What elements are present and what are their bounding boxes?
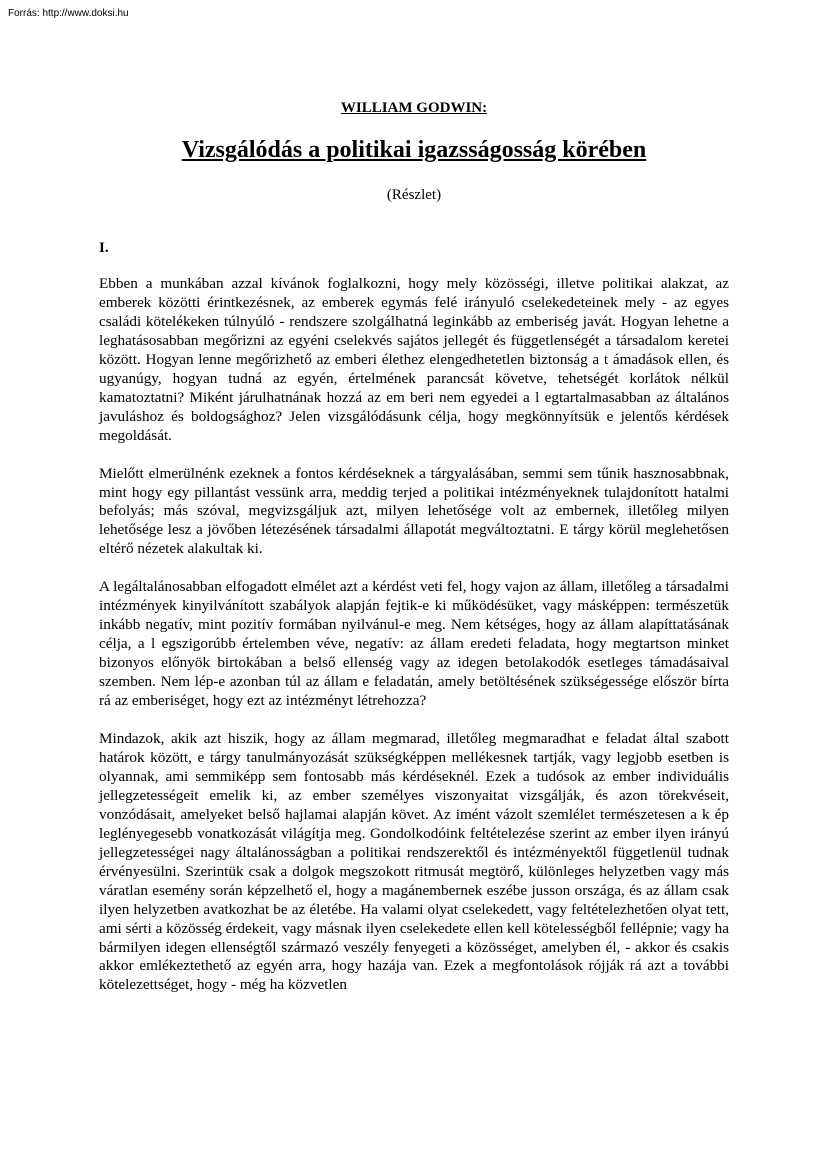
paragraph: Ebben a munkában azzal kívánok foglalkozni, hogy mely közösségi, illetve politikai alakzat, az emberek közötti érintkezésnek, az emberek egymás felé irányuló cselekedeteinek mely - az egyes családi kötelékeken túlnyúló - rendszere szolgálhatná leginkább az emberiség javát. Hogyan lehetne a leghatásosabban megőrizni az egyéni cselekvés sajátos jellegét és függetlenségét a társadalom keretei között. Hogyan lenne megőrizhető az emberi élethez elengedhetetlen biztonság a t ámadások ellen, és ugyanúgy, hogyan tudná az egyén, értelmének parancsát követve, tehetségét korlátok nélkül kamatoztatni? Miként járulhatnának hozzá az em beri nem egyedei a l egtartalmasabban az általános javuláshoz és boldogsághoz? Jelen vizsgálódásunk célja, hogy megkönnyítsük e jelentős kérdések megoldását. xyxy=(99,275,729,444)
document-title: Vizsgálódás a politikai igazsságosság körében xyxy=(181,137,647,163)
document-subtitle: (Részlet) xyxy=(386,187,442,203)
author-heading: WILLIAM GODWIN: xyxy=(340,100,488,116)
section-number: I. xyxy=(99,240,109,256)
document-body xyxy=(99,275,729,1014)
paragraph: Mindazok, akik azt hiszik, hogy az állam megmarad, illetőleg megmaradhat e feladat által szabott határok között, e tárgy tanulmányozását szükségképpen mellékesnek tartják, vagy legjobb esetben is olyannak, ami semmiképp sem fontosabb más kérdéseknél. Ezek a tudósok az ember individuális jellegzetességeit emelik ki, az ember személyes viszonyaitat vizsgálják, és azon törekvéseit, vonzódásait, amelyeket belső hajlamai alapján követ. Az imént vázolt szemlélet természetesen a k ép leglényegesebb vonatkozását világítja meg. Gondolkodóink feltételezése szerint az ember ilyen irányú jellegzetességei nagy általánosságban a politikai rendszerektől és intézményektől függetlenül tudnak érvényesülni. Szerintük csak a dolgok megszokott ritmusát megtörő, különleges helyzetben vagy más váratlan esemény során képzelhető el, hogy a magánembernek eszébe jusson országa, és az állam csak ilyen helyzetben avatkozhat be az életébe. Ha valami olyat cselekedett, vagy feltételezhetően olyat tett, ami sérti a közösség érdekeit, vagy másnak ilyen cselekedete ellen kell kötelességből fellépnie; vagy ha bármilyen idegen ellenségtől származó veszély fenyegeti a közösséget, amelyben él, - akkor és csakis akkor emlékeztethető az egyén arra, hogy hazája van. Ezek a megfontolások rójják rá azt a további kötelezettséget, hogy - még ha közvetlen xyxy=(99,730,729,994)
source-note: Forrás: http://www.doksi.hu xyxy=(8,8,129,19)
paragraph: Mielőtt elmerülnénk ezeknek a fontos kérdéseknek a tárgyalásában, semmi sem tűnik hasznosabbnak, mint hogy egy pillantást vessünk arra, meddig terjed a politikai intézményeknek tulajdonított hatalmi befolyás; más szóval, megvizsgáljuk azt, milyen lehetősége volt az embernek, illetőleg milyen lehetősége lesz a jövőben létezésének társadalmi állapotát megváltoztatni. E tárgy körül meglehetősen eltérő nézetek alakultak ki. xyxy=(99,464,729,558)
paragraph: A legáltalánosabban elfogadott elmélet azt a kérdést veti fel, hogy vajon az állam, illetőleg a társadalmi intézmények kinyilvánított szabályok alapján fejtik-e ki működésüket, vagy másképpen: természetük inkább negatív, mint pozitív formában nyilvánul-e meg. Nem kétséges, hogy az állam alapíttatásának célja, a l egszigorúbb értelemben véve, negatív: az állam eredeti feladata, hogy megtartson minket bizonyos előnyök birtokában a belső ellenség vagy az idegen betolakodók esetleges támadásaival szemben. Nem lép-e azonban túl az állam e feladatán, amely betöltésének szükségessége először bírta rá az emberiséget, hogy ezt az intézményt létrehozza? xyxy=(99,578,729,710)
